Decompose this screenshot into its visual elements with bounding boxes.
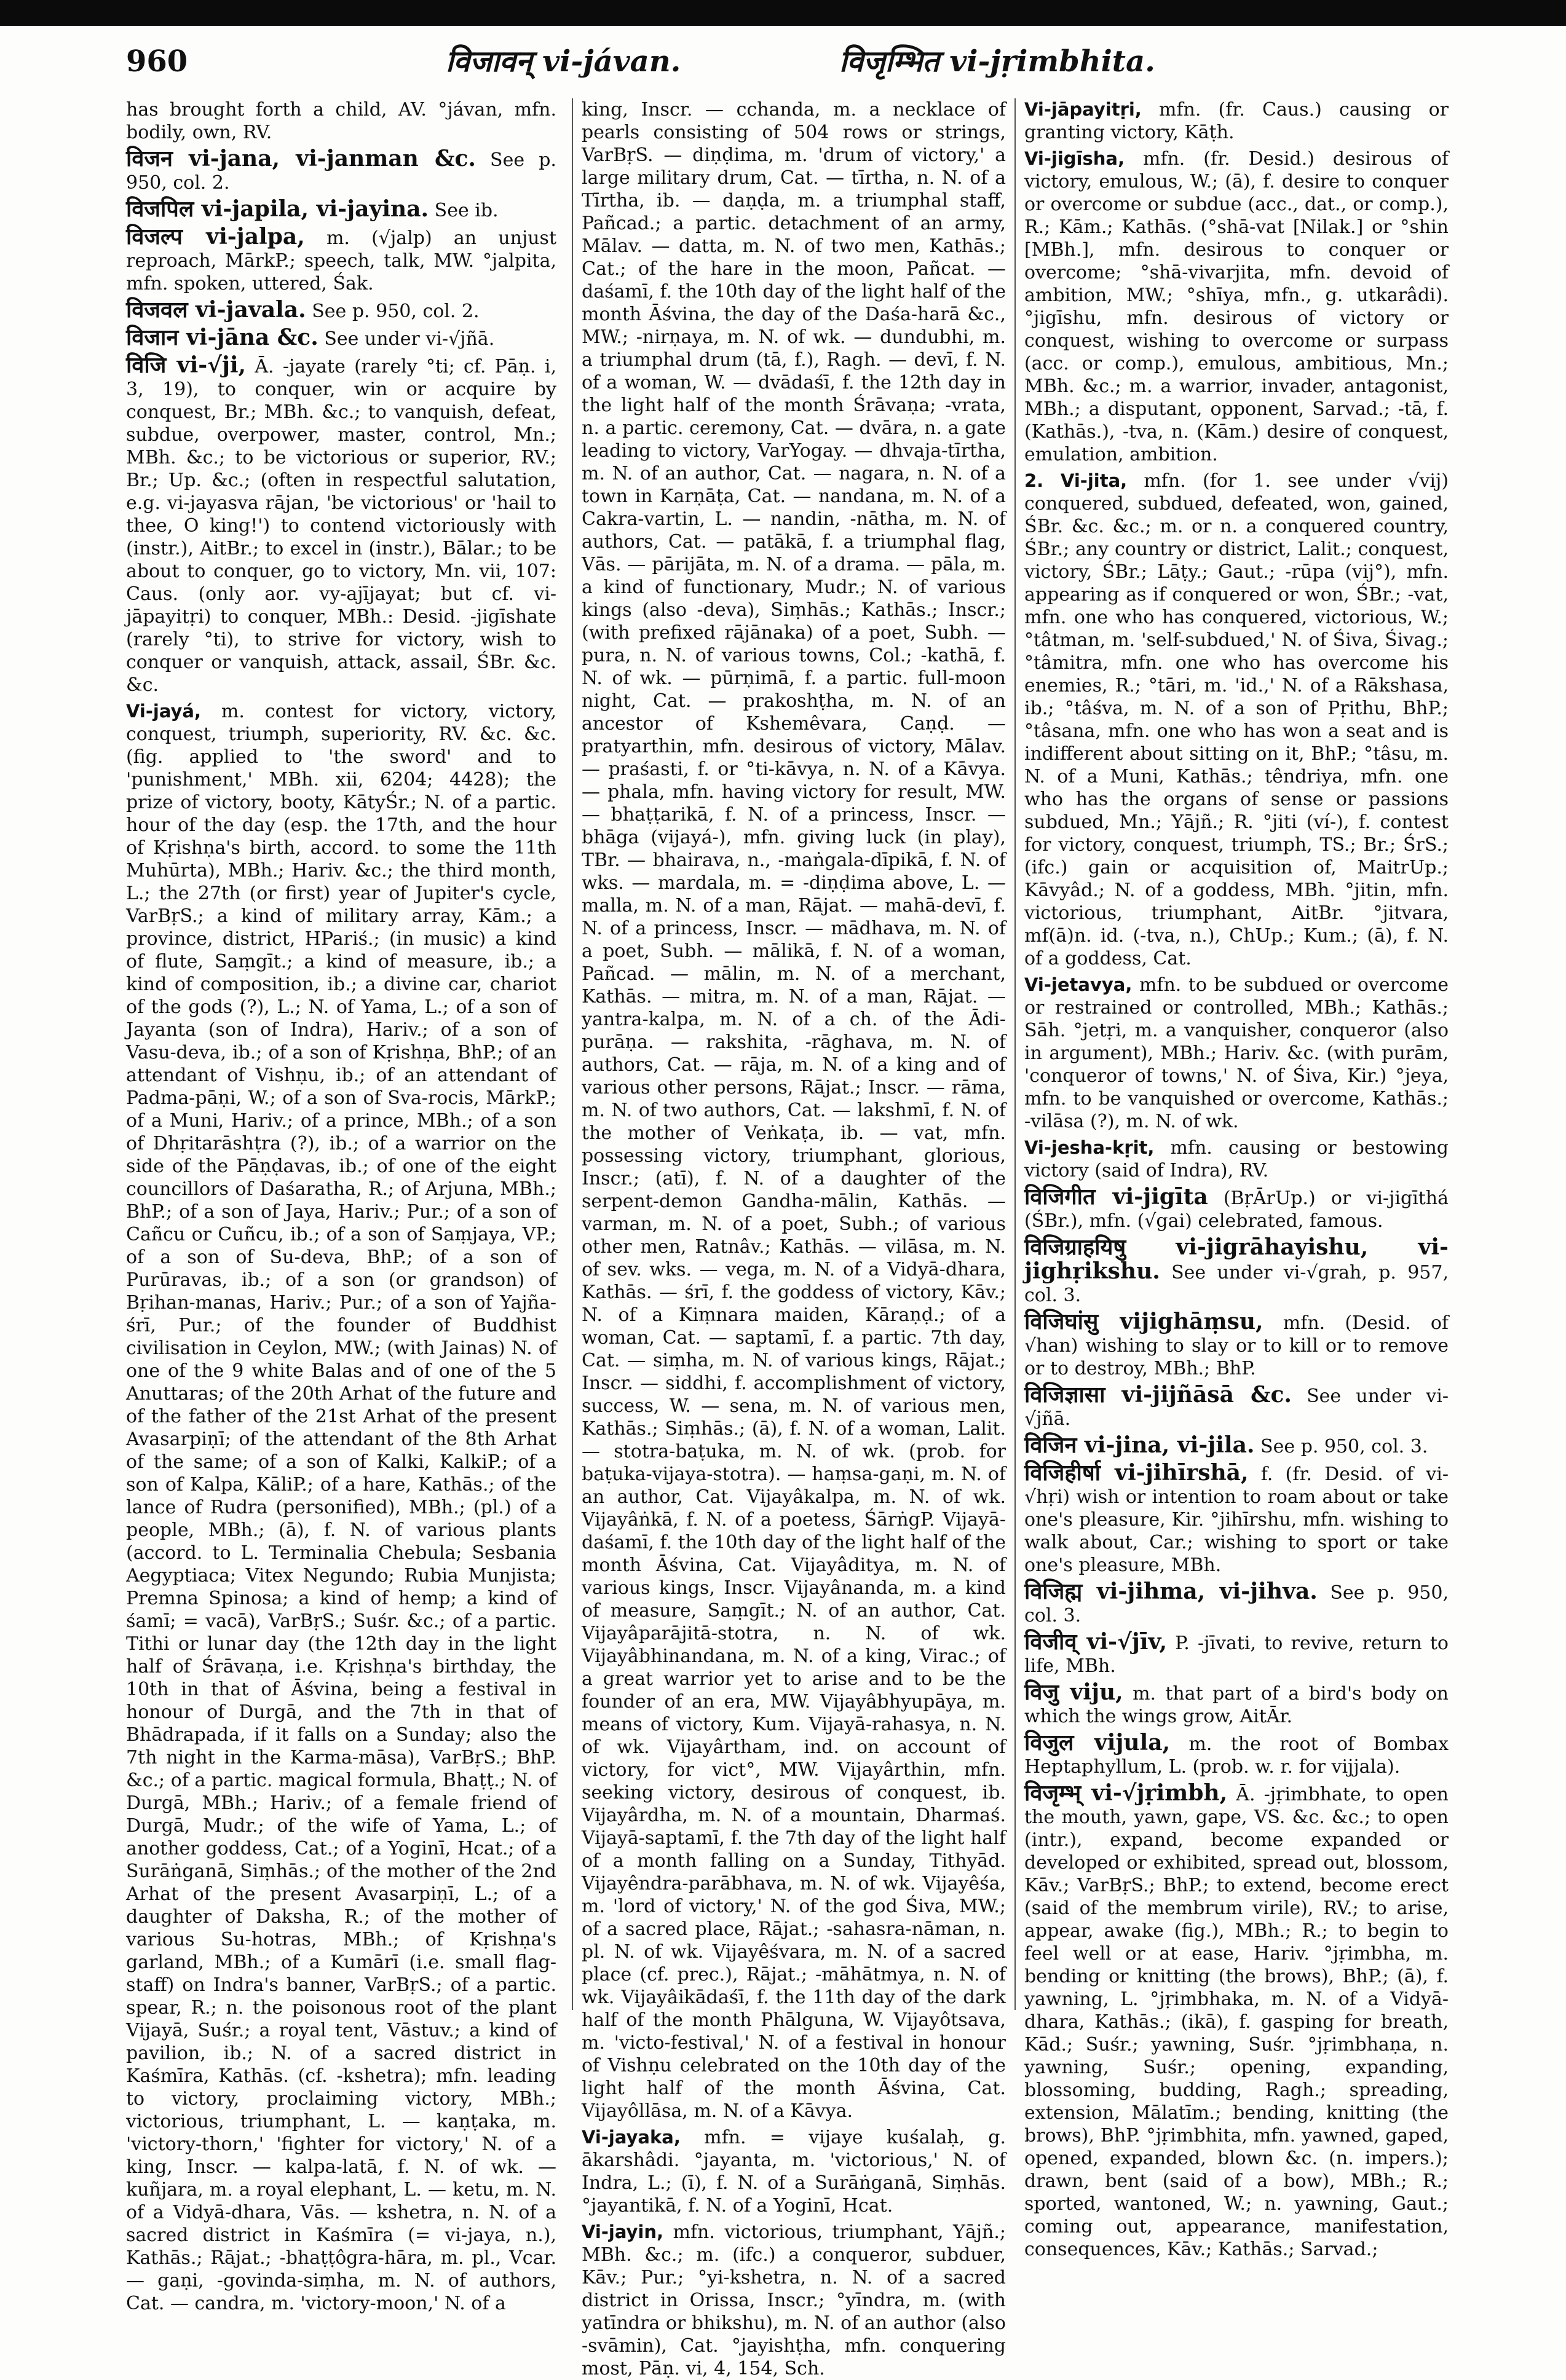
entry-headword: विजिघांसु vijighāṃsu, [1024,1309,1263,1334]
entry-definition: Ā. -jayate (rarely °ti; cf. Pāṇ. i, 3, 19), to conquer, win or acquire by conquest, Br.; MBh. &c.; to vanquish, defeat, subdue, overpower, master, control, Mn.; MBh. &c.; to be victorious or superior, RV.; Br.; Up. &c.; (often in respectful salutation, e.g. vi-jayasva rājan, 'be victorious' or 'hail to thee, O king!') to contend victoriously with (instr.), AitBr.; to excel in (instr.), Bālar.; to be about to conquer, go to victory, Mn. vii, 107: Caus. (only aor. vy-ajījayat; but cf. vi-jāpayitṛi) to conquer, MBh.: Desid. -jigīshate (rarely °ti), to strive for victory, wish to conquer or vanquish, attack, assail, ŚBr. &c. &c. [126,356,556,696]
entry-headword: विजिग्राहयिषु vi-jigrāhayishu, vi-jighṛikshu. [1024,1234,1449,1284]
dictionary-entry [1024,1434,1449,1458]
entry-definition: Ā. -jṛimbhate, to open the mouth, yawn, gape, VS. &c. &c.; to open (intr.), expand, become expanded or developed or exhibited, spread out, blossom, Kāv.; VarBṛS.; BhP.; to extend, become erect (said of the membrum virile), RV.; to arise, appear, awake (fig.), MBh.; R.; to begin to feel well or at ease, Hariv. °jṛimbha, m. bending or knitting (the brows), BhP.; (ā), f. yawning, L. °jṛimbhaka, m. N. of a Vidyā-dhara, Kathās.; (ikā), f. gasping for breath, Kād.; Suśr.; yawning, Suśr. °jṛimbhaṇa, n. yawning, Suśr.; opening, expanding, blossoming, budding, Ragh.; spreading, extension, Mālatīm.; bending, knitting (the brows), BhP. °jṛimbhita, mfn. yawned, gaped, opened, expanded, blown &c. (n. impers.); drawn, bent (said of a bow), MBh.; R.; sported, wantoned, W.; n. yawning, Gaut.; coming out, appearance, manifestation, consequences, Kāv.; Kathās.; Sarvad.; [1024,1784,1449,2260]
dictionary-entry [1024,1186,1449,1232]
dictionary-entry [1024,1236,1449,1307]
entry-definition: has brought forth a child, AV. °jávan, mfn. bodily, own, RV. [126,99,556,143]
entry-headword: विजन vi-jana, vi-janman &c. [126,146,476,171]
entry-definition: See under vi-√grah, p. 957, col. 3. [1024,1262,1449,1306]
entry-headword: विजिह्म vi-jihma, vi-jihva. [1024,1578,1318,1604]
dictionary-entry [126,148,556,194]
right-running-headword: विजृम्भित vi-jṛimbhita. [839,44,1155,79]
entry-definition: mfn. victorious, triumphant, Yājñ.; MBh. &c.; m. (ifc.) a conqueror, subduer, Kāv.; Pur.; °yi-kshetra, n. N. of a sacred district in Orissa, Inscr.; °yīndra, m. (with yatīndra or bhikshu), m. N. of an author (also -svāmin), Cat. °jayishṭha, mfn. conquering most, Pāṇ. vi, 4, 154, Sch. [582,2221,1006,2379]
entry-definition: mfn. causing or bestowing victory (said of Indra), RV. [1024,1137,1449,1181]
dictionary-entry [1024,1732,1449,1778]
dictionary-entry [1024,148,1449,466]
entry-headword: विजान vi-jāna &c. [126,325,318,350]
entry-headword: विजु viju, [1024,1679,1123,1705]
entry-definition: mfn. (Desid. of √han) wishing to slay or to kill or to remove or to destroy, MBh.; BhP. [1024,1312,1449,1379]
entry-definition: m. that part of a bird's body on which the wings grow, AitĀr. [1024,1683,1449,1727]
entry-headword: विजीव् vi-√jīv, [1024,1629,1167,1655]
page-number: 960 [126,44,188,79]
entry-definition: f. (fr. Desid. of vi-√hṛi) wish or intention to roam about or take one's pleasure, Kir. °jihīrshu, mfn. wishing to walk about, Car.; wishing to sport or take one's pleasure, MBh. [1024,1464,1449,1576]
entry-definition: See p. 950, col. 3. [1260,1436,1428,1457]
dictionary-entry [126,226,556,295]
entry-definition: mfn. (for 1. see under √vij) conquered, subdued, defeated, won, gained, ŚBr. &c. &c.; m. or n. a conquered country, ŚBr.; any country or district, Lalit.; conquest, victory, ŚBr.; Lāṭy.; Gaut.; -rūpa (vij°), mfn. appearing as if conquered or won, ŚBr.; -vat, mfn. one who has conquered, victorious, W.; °tâtman, m. 'self-subdued,' N. of Śiva, Śivag.; °tâmitra, mfn. one who has overcome his enemies, R.; °tāri, m. 'id.,' N. of a Rākshasa, ib.; °tâśva, m. N. of a son of Pṛithu, BhP.; °tâsana, mfn. one who has won a seat and is indifferent about sitting on it, BhP.; °tâsu, m. N. of a Muni, Kathās.; têndriya, mfn. one who has the organs of sense or passions subdued, Mn.; Yājñ.; R. °jiti (ví-), f. contest for victory, conquest, triumph, TS.; Br.; ŚrS.; (ifc.) gain or acquisition of, MaitrUp.; Kāvyâd.; N. of a goddess, MBh. °jitin, mfn. victorious, triumphant, AitBr. °jitvara, mf(ā)n. id. (-tva, n.), ChUp.; Kum.; (ā), f. N. of a goddess, Cat. [1024,470,1449,969]
entry-definition: See p. 950, col. 2. [312,301,480,322]
column-1 [126,98,557,2314]
entry-definition: See ib. [434,200,499,221]
dictionary-entry [582,98,1006,2122]
dictionary-entry [582,2126,1006,2217]
dictionary-entry [126,198,556,222]
column-2 [572,98,1006,2379]
entry-definition: mfn. (fr. Desid.) desirous of victory, emulous, W.; (ā), f. desire to conquer or overcome or subdue (acc., dat., or comp.), R.; Kām.; Kathās. (°shā-vat [Nilak.] or °shin [MBh.], mfn. desirous to conquer or overcome; °shā-vivarjita, mfn. devoid of ambition, MW.; °shīya, mfn., g. utkarâdi). °jigīshu, mfn. desirous of victory or conquest, wishing to overcome or surpass (acc. or comp.), emulous, ambitious, Mn.; MBh. &c.; m. a warrior, invader, antagonist, MBh.; a disputant, opponent, Sarvad.; -tā, f. (Kathās.), -tva, n. (Kām.) desire of conquest, emulation, ambition. [1024,148,1449,465]
dictionary-entry [1024,1137,1449,1182]
dictionary-entry [126,299,556,323]
entry-definition: See p. 950, col. 3. [1024,1582,1449,1626]
dictionary-entry [1024,98,1449,144]
entry-headword: विजवल vi-javala. [126,297,306,323]
dictionary-entry [1024,974,1449,1133]
column-3 [1014,98,1449,2260]
dictionary-entry [1024,1580,1449,1627]
scan-top-border [0,0,1566,26]
dictionary-entry [582,2221,1006,2380]
entry-definition: mfn. (fr. Caus.) causing or granting victory, Kāṭh. [1024,99,1449,143]
entry-definition: m. contest for victory, victory, conquest, triumph, superiority, RV. &c. &c. (fig. applied to 'the sword' and to 'punishment,' MBh. xii, 6204; 4428); the prize of victory, booty, KātyŚr.; N. of a partic. hour of the day (esp. the 17th, and the hour of Kṛishṇa's birth, accord. to some the 11th Muhūrta), MBh.; Hariv. &c.; the third month, L.; the 27th (or first) year of Jupiter's cycle, VarBṛS.; a kind of military array, Kām.; a province, district, HPariś.; (in music) a kind of flute, Saṃgīt.; a kind of measure, ib.; a kind of composition, ib.; a divine car, chariot of the gods (?), L.; N. of Yama, L.; of a son of Jayanta (son of Indra), Hariv.; of a son of Vasu-deva, ib.; of a son of Kṛishṇa, BhP.; of an attendant of Vishṇu, ib.; of an attendant of Padma-pāṇi, W.; of a son of Sva-rocis, MārkP.; of a Muni, Hariv.; of a prince, MBh.; of a son of Dhṛitarāshṭra (?), ib.; of a warrior on the side of the Pāṇḍavas, ib.; of one of the eight councillors of Daśaratha, R.; of Arjuna, MBh.; BhP.; of a son of Jaya, Hariv.; Pur.; of a son of Cañcu or Cuñcu, ib.; of a son of Saṃjaya, VP.; of a son of Su-deva, BhP.; of a son of Purūravas, ib.; of a son (or grandson) of Bṛihan-manas, Hariv.; Pur.; of a son of Yajña-śrī, Pur.; of the founder of Buddhist civilisation in Ceylon, MW.; (with Jainas) N. of one of the 9 white Balas and of one of the 5 Anuttaras; of the 20th Arhat of the future and of the father of the 21st Arhat of the present Avasarpiṇī; of the attendant of the 8th Arhat of the same; of a son of Kalki, KalkiP.; of a son of Kalpa, KāliP.; of a hare, Kathās.; of the lance of Rudra (personified), MBh.; (pl.) of a people, MBh.; (ā), f. N. of various plants (accord. to L. Terminalia Chebula; Sesbania Aegyptiaca; Vitex Negundo; Rubia Munjista; Premna Spinosa; a kind of hemp; a kind of śamī; = vacā), VarBṛS.; Suśr. &c.; of a partic. Tithi or lunar day (the 12th day in the light half of Śrāvaṇa, i.e. Kṛishṇa's birthday, the 10th in that of Āśvina, being a festival in honour of Durgā, and the 7th in that of Bhādrapada, if it falls on a Sunday; also the 7th night in the Karma-māsa), VarBṛS.; BhP. &c.; of a partic. magical formula, Bhaṭṭ.; N. of Durgā, MBh.; Hariv.; of a female friend of Durgā, Mudr.; of the wife of Yama, L.; of another goddess, Cat.; of a Yoginī, Hcat.; of a Surāṅganā, Siṃhās.; of the mother of the 2nd Arhat of the present Avasarpiṇī, L.; of a daughter of Daksha, R.; of the mother of various Su-hotras, MBh.; of Kṛishṇa's garland, MBh.; of a Kumārī (i.e. small flag-staff) on Indra's banner, VarBṛS.; of a partic. spear, R.; n. the poisonous root of the plant Vijayā, Suśr.; a royal tent, Vāstuv.; a kind of pavilion, ib.; N. of a sacred district in Kaśmīra, Kathās. (cf. -kshetra); mfn. leading to victory, proclaiming victory, MBh.; victorious, triumphant, L. — kaṇṭaka, m. 'victory-thorn,' 'fighter for victory,' N. of a king, Inscr. — kalpa-latā, f. N. of wk. — kuñjara, m. a royal elephant, L. — ketu, m. N. of a Vidyā-dhara, Vās. — kshetra, n. N. of a sacred district in Kaśmīra (= vi-jaya, n.), Kathās.; Rājat.; -bhaṭṭôgra-hāra, m. pl., Vcar. — gaṇi, -govinda-siṃha, m. N. of authors, Cat. — candra, m. 'victory-moon,' N. of a [126,701,556,2314]
entry-headword: Vi-jāpayitṛi, [1024,99,1142,120]
entry-definition: (BṛĀrUp.) or vi-jigīthá (ŚBr.), mfn. (√gai) celebrated, famous. [1024,1188,1449,1232]
dictionary-entry [1024,1384,1449,1430]
entry-definition: See under vi-√jñā. [1024,1385,1449,1430]
entry-definition: mfn. to be subdued or overcome or restrained or controlled, MBh.; Kathās.; Sāh. °jetṛi, m. a vanquisher, conqueror (also in argument), MBh.; Hariv. &c. (with purām, 'conqueror of towns,' N. of Śiva, Kir.) °jeya, mfn. to be vanquished or overcome, Kathās.; -vilāsa (?), m. N. of wk. [1024,974,1449,1132]
entry-headword: विजल्प vi-jalpa, [126,224,305,250]
dictionary-entry [1024,470,1449,970]
dictionary-entry [1024,1462,1449,1577]
dictionary-entry [126,700,556,2315]
entry-definition: m. the root of Bombax Heptaphyllum, L. (prob. w. r. for vijjala). [1024,1733,1449,1778]
dictionary-entry [1024,1631,1449,1677]
entry-headword: विजुल vijula, [1024,1730,1171,1755]
entry-headword: Vi-jigīsha, [1024,148,1125,169]
entry-definition: See p. 950, col. 2. [126,149,556,194]
dictionary-entry [126,326,556,350]
entry-headword: Vi-jetavya, [1024,974,1133,995]
entry-headword: विजिन vi-jina, vi-jila. [1024,1432,1255,1458]
entry-definition: m. (√jalp) an unjust reproach, MārkP.; speech, talk, MW. °jalpita, mfn. spoken, uttered, Śak. [126,227,557,294]
entry-definition: mfn. = vijaye kuśalaḥ, g. ākarshâdi. °jayanta, m. 'victorious,' N. of Indra, L.; (ī), f. N. of a Surāṅganā, Siṃhās. °jayantikā, f. N. of a Yoginī, Hcat. [582,2127,1006,2216]
entry-headword: विजिज्ञासा vi-jijñāsā &c. [1024,1382,1292,1408]
entry-headword: Vi-jayá, [126,701,202,722]
entry-headword: विजृम्भ् vi-√jṛimbh, [1024,1780,1228,1806]
dictionary-entry [126,98,556,144]
dictionary-entry [1024,1310,1449,1380]
entry-definition: P. -jīvati, to revive, return to life, MBh. [1024,1633,1449,1677]
dictionary-entry [1024,1681,1449,1728]
dictionary-entry [126,354,556,696]
entry-definition: See under vi-√jñā. [324,328,495,350]
entry-headword: विजपिल vi-japila, vi-jayina. [126,196,429,222]
entry-definition: king, Inscr. — cchanda, m. a necklace of pearls consisting of 504 rows or strings, VarBṛS. — diṇḍima, m. 'drum of victory,' a large military drum, Cat. — tīrtha, n. N. of a Tīrtha, ib. — daṇḍa, m. a triumphal staff, Pañcad.; a partic. detachment of an army, Mālav. — datta, m. N. of two men, Kathās.; Cat.; of the hare in the moon, Pañcat. — daśamī, f. the 10th day of the light half of the month Āśvina, the day of the Daśa-harā &c., MW.; -nirṇaya, m. N. of wk. — dundubhi, m. a triumphal drum (tā, f.), Ragh. — devī, f. N. of a woman, W. — dvādaśī, f. the 12th day in the light half of the month Śrāvaṇa; -vrata, n. a partic. ceremony, Cat. — dvāra, n. a gate leading to victory, VarYogay. — dhvaja-tīrtha, m. N. of an author, Cat. — nagara, n. N. of a town in Karṇāṭa, Cat. — nandana, m. N. of a Cakra-vartin, L. — nandin, -nātha, m. N. of authors, Cat. — patākā, f. a triumphal flag, Vās. — pārijāta, m. N. of a drama. — pāla, m. a kind of functionary, Mudr.; N. of various kings (also -deva), Siṃhās.; Kathās.; Inscr.; (with prefixed rājānaka) of a poet, Subh. — pura, n. N. of various towns, Col.; -kathā, f. N. of wk. — pūrṇimā, f. a partic. full-moon night, Cat. — prakoshṭha, m. N. of an ancestor of Kshemêvara, Caṇḍ. — pratyarthin, mfn. desirous of victory, Mālav. — praśasti, f. or °ti-kāvya, n. N. of a Kāvya. — phala, mfn. having victory for result, MW. — bhaṭṭarikā, f. N. of a princess, Inscr. — bhāga (vijayá-), mfn. giving luck (in play), TBr. — bhairava, n., -maṅgala-dīpikā, f. N. of wks. — mardala, m. = -diṇḍima above, L. — malla, m. N. of a man, Rājat. — mahā-devī, f. N. of a princess, Inscr. — mādhava, m. N. of a poet, Subh. — mālikā, f. N. of a woman, Pañcad. — mālin, m. N. of a merchant, Kathās. — mitra, m. N. of a man, Rājat. — yantra-kalpa, m. N. of a ch. of the Ādi-purāṇa. — rakshita, -rāghava, m. N. of authors, Cat. — rāja, m. N. of a king and of various other persons, Rājat.; Inscr. — rāma, m. N. of two authors, Cat. — lakshmī, f. N. of the mother of Veṅkaṭa, ib. — vat, mfn. possessing victory, triumphant, glorious, Inscr.; (atī), f. N. of a daughter of the serpent-demon Gandha-mālin, Kathās. — varman, m. N. of a poet, Subh.; of various other men, Ratnâv.; Kathās. — vilāsa, m. N. of sev. wks. — vega, m. N. of a Vidyā-dhara, Kathās. — śrī, f. the goddess of victory, Kāv.; N. of a Kiṃnara maiden, Kāraṇḍ.; of a woman, Cat. — saptamī, f. a partic. 7th day, Cat. — siṃha, m. N. of various kings, Rājat.; Inscr. — siddhi, f. accomplishment of victory, success, W. — sena, m. N. of various men, Kathās.; Siṃhās.; (ā), f. N. of a woman, Lalit. — stotra-baṭuka, m. N. of wk. (prob. for baṭuka-vijaya-stotra). — haṃsa-gaṇi, m. N. of an author, Cat. Vijayâkalpa, m. N. of wk. Vijayâṅkā, f. N. of a poetess, ŚārṅgP. Vijayā-daśamī, f. the 10th day of the light half of the month Āśvina, Cat. Vijayâditya, m. N. of various kings, Inscr. Vijayânanda, m. a kind of measure, Saṃgīt.; N. of an author, Cat. Vijayâparājitā-stotra, n. N. of wk. Vijayâbhinandana, m. N. of a king, Virac.; of a great warrior yet to arise and to be the founder of an era, MW. Vijayâbhyupāya, m. means of victory, Kum. Vijayā-rahasya, n. N. of wk. Vijayârtham, ind. on account of victory, for vict°, MW. Vijayârthin, mfn. seeking victory, desirous of conquest, ib. Vijayârdha, m. N. of a mountain, Dharmaś. Vijayā-saptamī, f. the 7th day of the light half of a month falling on a Sunday, Tithyād. Vijayêndra-parābhava, m. N. of wk. Vijayêśa, m. 'lord of victory,' N. of the god Śiva, MW.; of a sacred place, Rājat.; -sahasra-nāman, n. pl. N. of wk. Vijayêśvara, m. N. of a sacred place (cf. prec.), Rājat.; -māhātmya, n. N. of wk. Vijayâikādaśī, f. the 11th day of the dark half of the month Phālguna, W. Vijayôtsava, m. 'victo-festival,' N. of a festival in honour of Vishṇu celebrated on the 10th day of the light half of the month Āśvina, Cat. Vijayôllāsa, m. N. of a Kāvya. [582,99,1006,2122]
entry-headword: 2. Vi-jita, [1024,470,1128,491]
entry-headword: Vi-jayin, [582,2221,664,2242]
entry-headword: विजिहीर्षा vi-jihīrshā, [1024,1460,1249,1486]
entry-headword: Vi-jesha-kṛit, [1024,1137,1155,1158]
page-header [126,37,1517,86]
left-running-headword: विजावन् vi-jávan. [446,44,681,79]
dictionary-entry [1024,1782,1449,2261]
entry-headword: Vi-jayaka, [582,2127,681,2148]
entry-headword: विजिगीत vi-jigīta [1024,1184,1208,1210]
entry-headword: विजि vi-√ji, [126,352,247,378]
